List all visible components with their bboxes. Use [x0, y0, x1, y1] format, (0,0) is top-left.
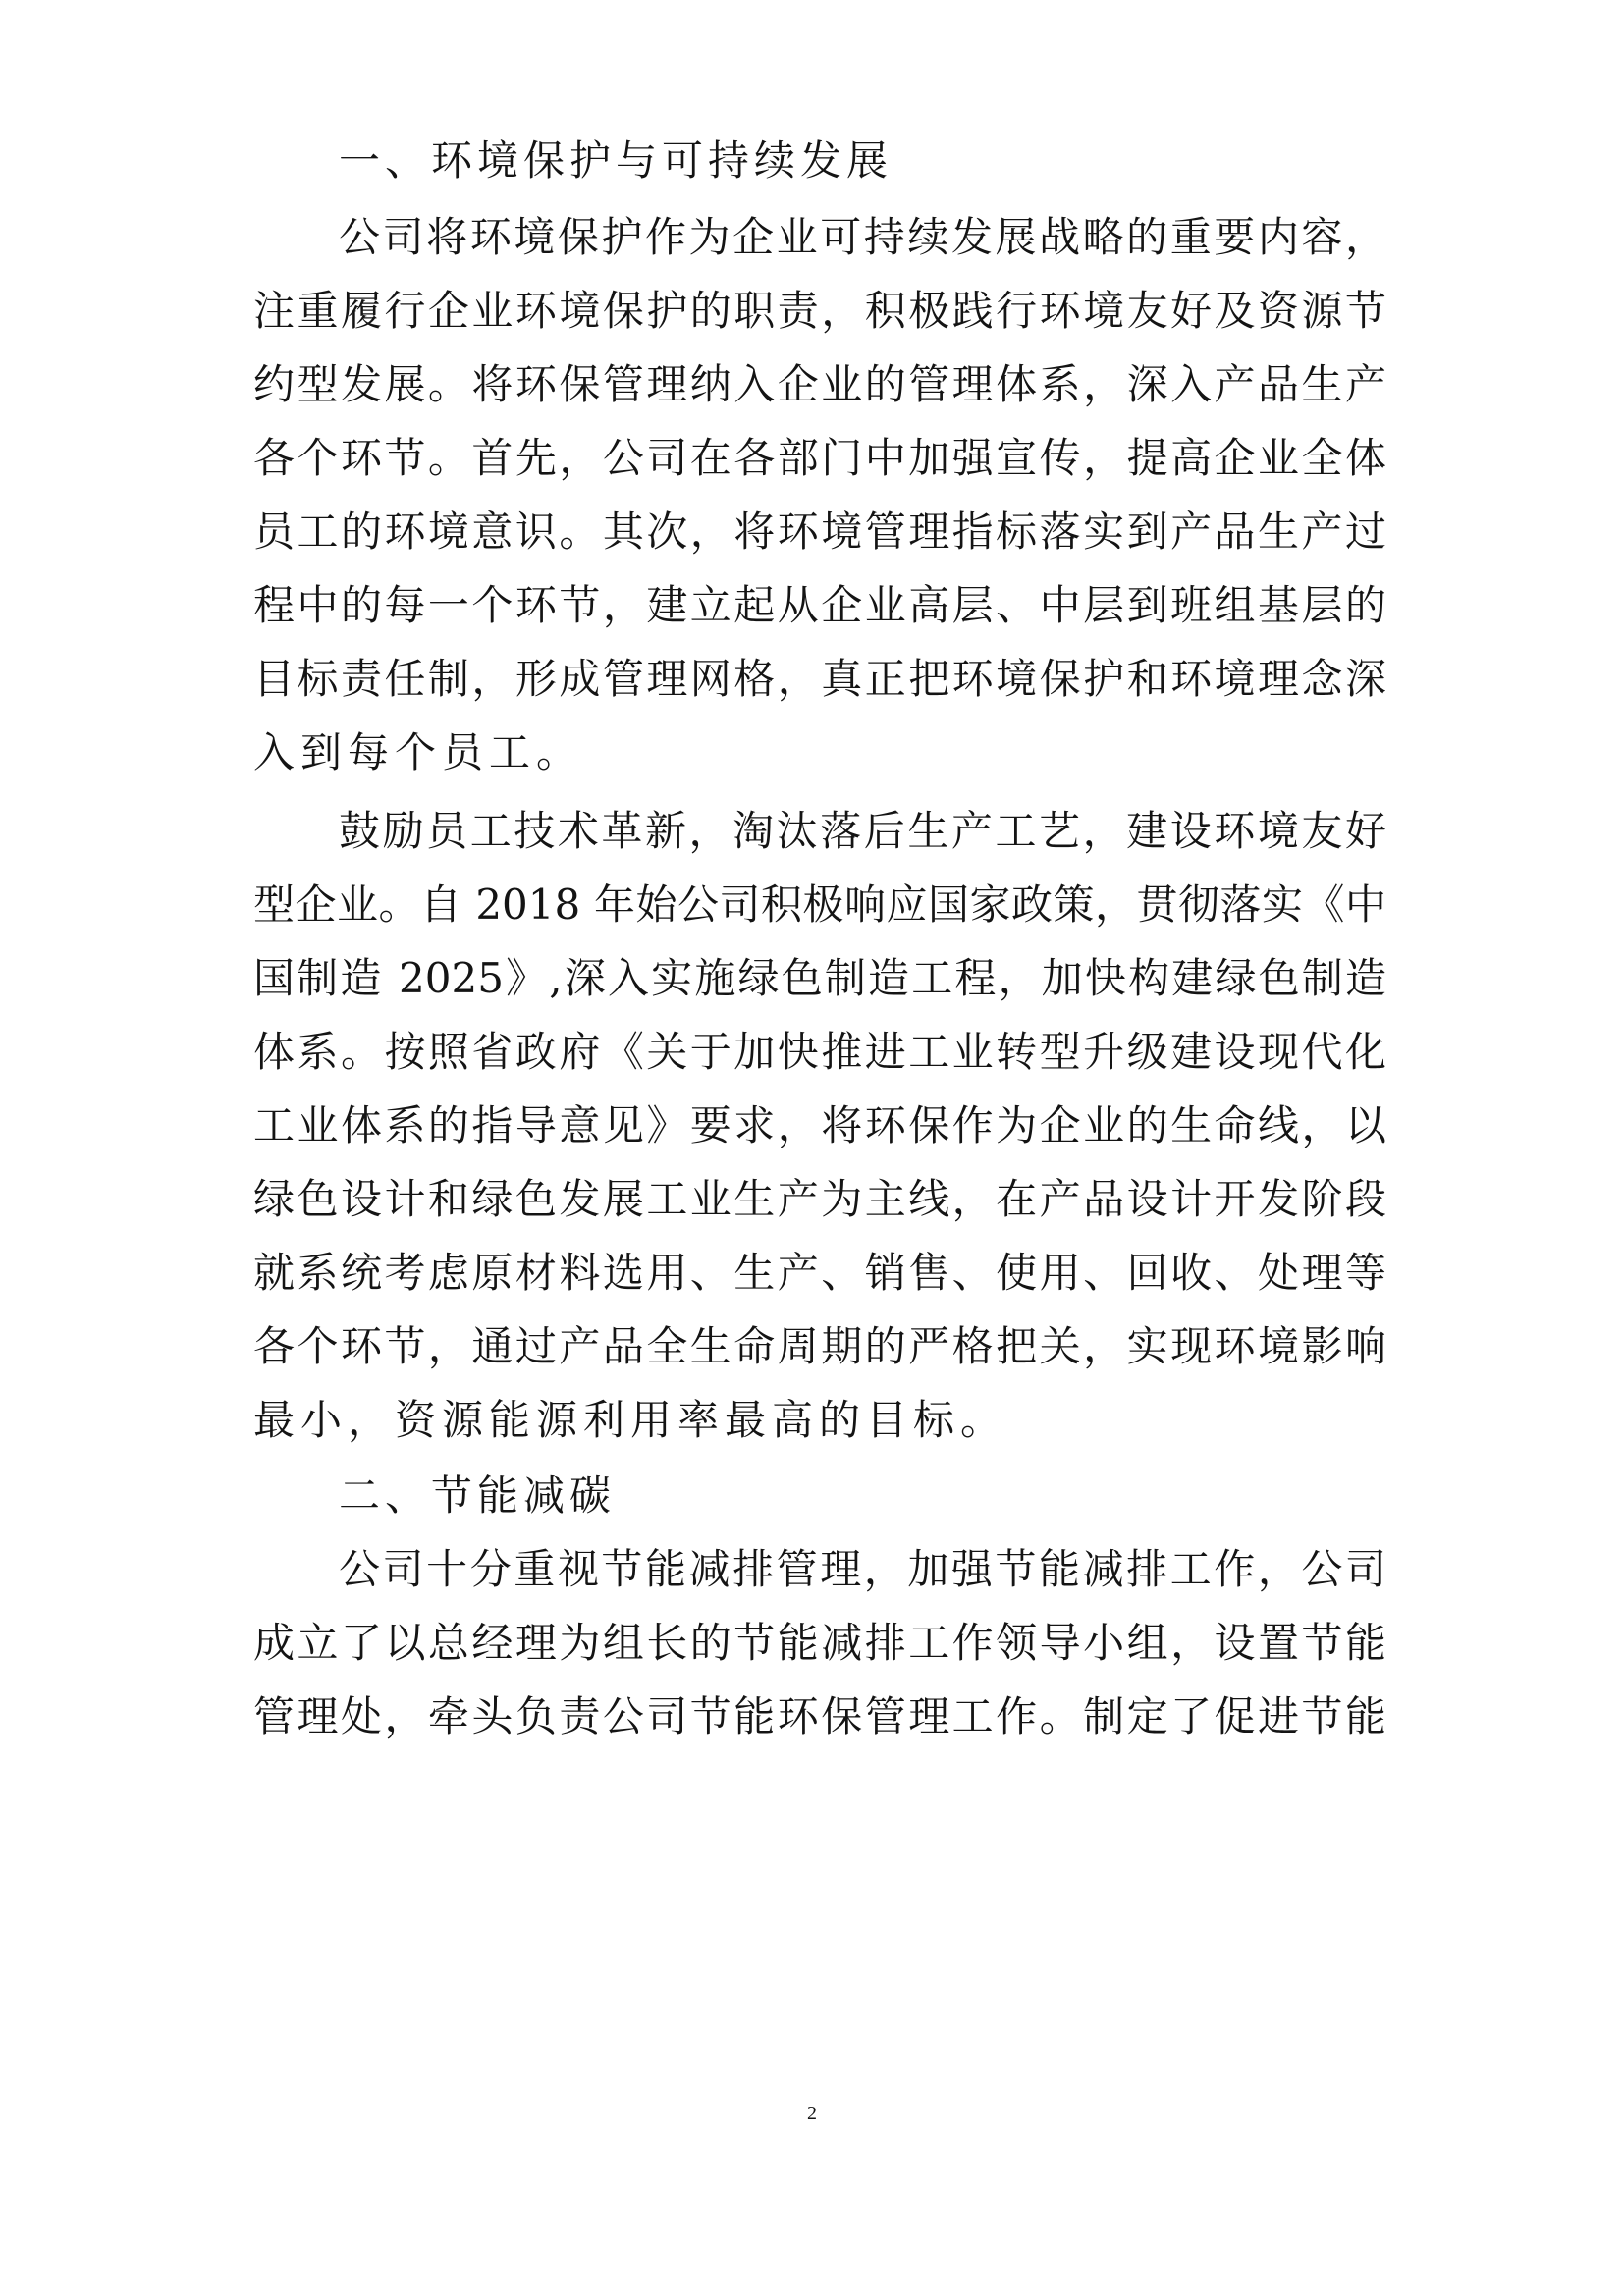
- paragraph-line: 鼓励员工技术革新，淘汰落后生产工艺，建设环境友好: [339, 807, 1386, 855]
- paragraph-line: 管理处，牵头负责公司节能环保管理工作。制定了促进节能: [253, 1692, 1386, 1740]
- paragraph-line: 就系统考虑原材料选用、生产、销售、使用、回收、处理等: [253, 1249, 1386, 1297]
- paragraph-line: 型企业。自 2018 年始公司积极响应国家政策，贯彻落实《中: [253, 881, 1386, 929]
- page-number: 2: [807, 2103, 817, 2124]
- paragraph-line: 员工的环境意识。其次，将环境管理指标落实到产品生产过: [253, 507, 1386, 556]
- section-heading-environment: 一、环境保护与可持续发展: [339, 136, 893, 185]
- paragraph-line: 入到每个员工。: [253, 728, 584, 776]
- paragraph-line: 绿色设计和绿色发展工业生产为主线，在产品设计开发阶段: [253, 1175, 1386, 1223]
- paragraph-line: 各个环节。首先，公司在各部门中加强宣传，提高企业全体: [253, 434, 1386, 482]
- paragraph-line: 程中的每一个环节，建立起从企业高层、中层到班组基层的: [253, 581, 1386, 629]
- paragraph-line: 工业体系的指导意见》要求，将环保作为企业的生命线，以: [253, 1101, 1386, 1149]
- paragraph-line: 目标责任制，形成管理网格，真正把环境保护和环境理念深: [253, 655, 1386, 703]
- paragraph-line: 最小，资源能源利用率最高的目标。: [253, 1396, 1008, 1444]
- section-heading-energy-saving: 二、节能减碳: [339, 1471, 617, 1520]
- paragraph-line: 各个环节，通过产品全生命周期的严格把关，实现环境影响: [253, 1322, 1386, 1370]
- paragraph-line: 注重履行企业环境保护的职责，积极践行环境友好及资源节: [253, 287, 1386, 335]
- paragraph-line: 公司十分重视节能减排管理，加强节能减排工作，公司: [339, 1545, 1386, 1593]
- paragraph-line: 约型发展。将环保管理纳入企业的管理体系，深入产品生产: [253, 360, 1386, 408]
- paragraph-line: 体系。按照省政府《关于加快推进工业转型升级建设现代化: [253, 1028, 1386, 1076]
- paragraph-line: 国制造 2025》,深入实施绿色制造工程，加快构建绿色制造: [253, 954, 1386, 1002]
- paragraph-line: 公司将环境保护作为企业可持续发展战略的重要内容，: [339, 213, 1386, 261]
- paragraph-line: 成立了以总经理为组长的节能减排工作领导小组，设置节能: [253, 1619, 1386, 1667]
